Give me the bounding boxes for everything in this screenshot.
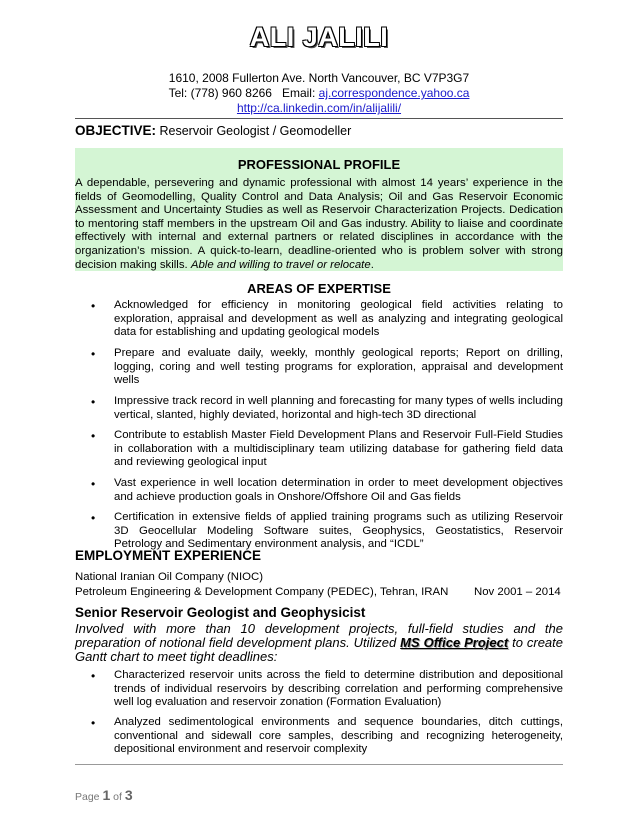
objective-text: Reservoir Geologist / Geomodeller xyxy=(156,124,352,138)
candidate-name: ALI JALILI xyxy=(249,22,389,52)
bullet-icon: • xyxy=(91,299,96,313)
expertise-title: AREAS OF EXPERTISE xyxy=(247,281,391,296)
expertise-item: Prepare and evaluate daily, weekly, monthly geological reports; Report on drilling, logging, coring and well testing programs for exploration, appraisal and development wells xyxy=(114,347,563,387)
role-desc-b: to create Gantt chart to meet tight deadlines: xyxy=(75,635,563,664)
bullet-icon: • xyxy=(91,511,96,525)
phone-email-line xyxy=(0,86,638,100)
profile-italic: Able and willing to travel or relocate xyxy=(190,258,371,271)
header-divider xyxy=(75,118,563,119)
footer-divider xyxy=(75,764,563,765)
profile-text xyxy=(75,177,563,272)
bullet-icon: • xyxy=(91,477,96,491)
role-title: Senior Reservoir Geologist and Geophysicist xyxy=(75,605,366,620)
company-name: National Iranian Oil Company (NIOC) xyxy=(75,571,264,583)
expertise-item: Impressive track record in well planning and forecasting for many types of wells including vertical, slanted, highly deviated, horizontal and high-tech 3D directional xyxy=(114,395,563,421)
of-label: of xyxy=(110,791,125,803)
phone-label: Tel: (778) 960 8266 Email: xyxy=(168,86,319,100)
objective-line xyxy=(75,123,351,138)
email-link[interactable]: aj.correspondence.yahoo.ca xyxy=(318,86,470,100)
bullet-icon: • xyxy=(91,669,96,683)
page-footer xyxy=(75,787,133,803)
page-total: 3 xyxy=(124,787,133,803)
page-label: Page xyxy=(75,791,103,803)
division-name: Petroleum Engineering & Development Company (PEDEC), Tehran, IRAN xyxy=(75,586,449,598)
profile-end: . xyxy=(370,258,374,271)
linkedin-line xyxy=(0,101,638,115)
bullet-icon: • xyxy=(91,429,96,443)
address-line: 1610, 2008 Fullerton Ave. North Vancouver, BC V7P3G7 xyxy=(168,71,470,85)
expertise-item: Certification in extensive fields of applied training programs such as utilizing Reservoir 3D Geocellular Modeling Software suites, Geophysics, Geostatistics, Reservoir Petrology and Sedimentary environment analysis, and “ICDL” xyxy=(114,511,563,551)
objective-label: OBJECTIVE: xyxy=(75,123,157,138)
role-desc-a: Involved with more than 10 development projects, full-field studies and the preparation of notional field development plans. Utilized xyxy=(75,621,563,650)
bullet-icon: • xyxy=(91,716,96,730)
role-desc-highlight: MS Office Project xyxy=(400,635,509,650)
profile-body: A dependable, persevering and dynamic professional with almost 14 years’ experience in the fields of Geomodelling, Quality Control and Data Analysis; Oil and Gas Reservoir Economic Assessment and Uncertainty Studies as well as Reservoir Characterization Projects. Dedication to mentoring staff members in the upstream Oil and Gas industry. Ability to liaise and coordinate effectively with internal and external partners or related disciplines in accordance with the organization’s mission. A quick-to-learn, deadline-oriented who is problem solver with strong decision making skills. xyxy=(75,177,563,271)
expertise-item: Vast experience in well location determination in order to meet development objectives and achieve production goals in Onshore/Offshore Oil and Gas fields xyxy=(114,477,563,503)
employment-title: EMPLOYMENT EXPERIENCE xyxy=(75,548,262,563)
employment-dates: Nov 2001 – 2014 xyxy=(474,586,561,598)
role-item: Characterized reservoir units across the field to determine distribution and depositional trends of individual reservoirs by describing correlation and performing comprehensive well log evaluation and reservoir zonation (Formation Evaluation) xyxy=(114,669,563,709)
bullet-icon: • xyxy=(91,347,96,361)
linkedin-link[interactable]: http://ca.linkedin.com/in/alijalili/ xyxy=(236,101,402,115)
expertise-item: Contribute to establish Master Field Development Plans and Reservoir Full-Field Studies in collaboration with a multidisciplinary team utilizing database for gathering field data and reviewing geological input xyxy=(114,429,563,469)
role-item: Analyzed sedimentological environments and sequence boundaries, ditch cuttings, conventional and sidewall core samples, describing and recognizing heterogeneity, depositional environment and reservoir complexity xyxy=(114,716,563,756)
profile-title: PROFESSIONAL PROFILE xyxy=(237,157,401,172)
bullet-icon: • xyxy=(91,395,96,409)
page-number: 1 xyxy=(102,787,111,803)
expertise-item: Acknowledged for efficiency in monitoring geological field activities relating to exploration, appraisal and development as well as analyzing and integrating geological data for establishing and updating geological models xyxy=(114,299,563,339)
role-description xyxy=(75,622,563,664)
